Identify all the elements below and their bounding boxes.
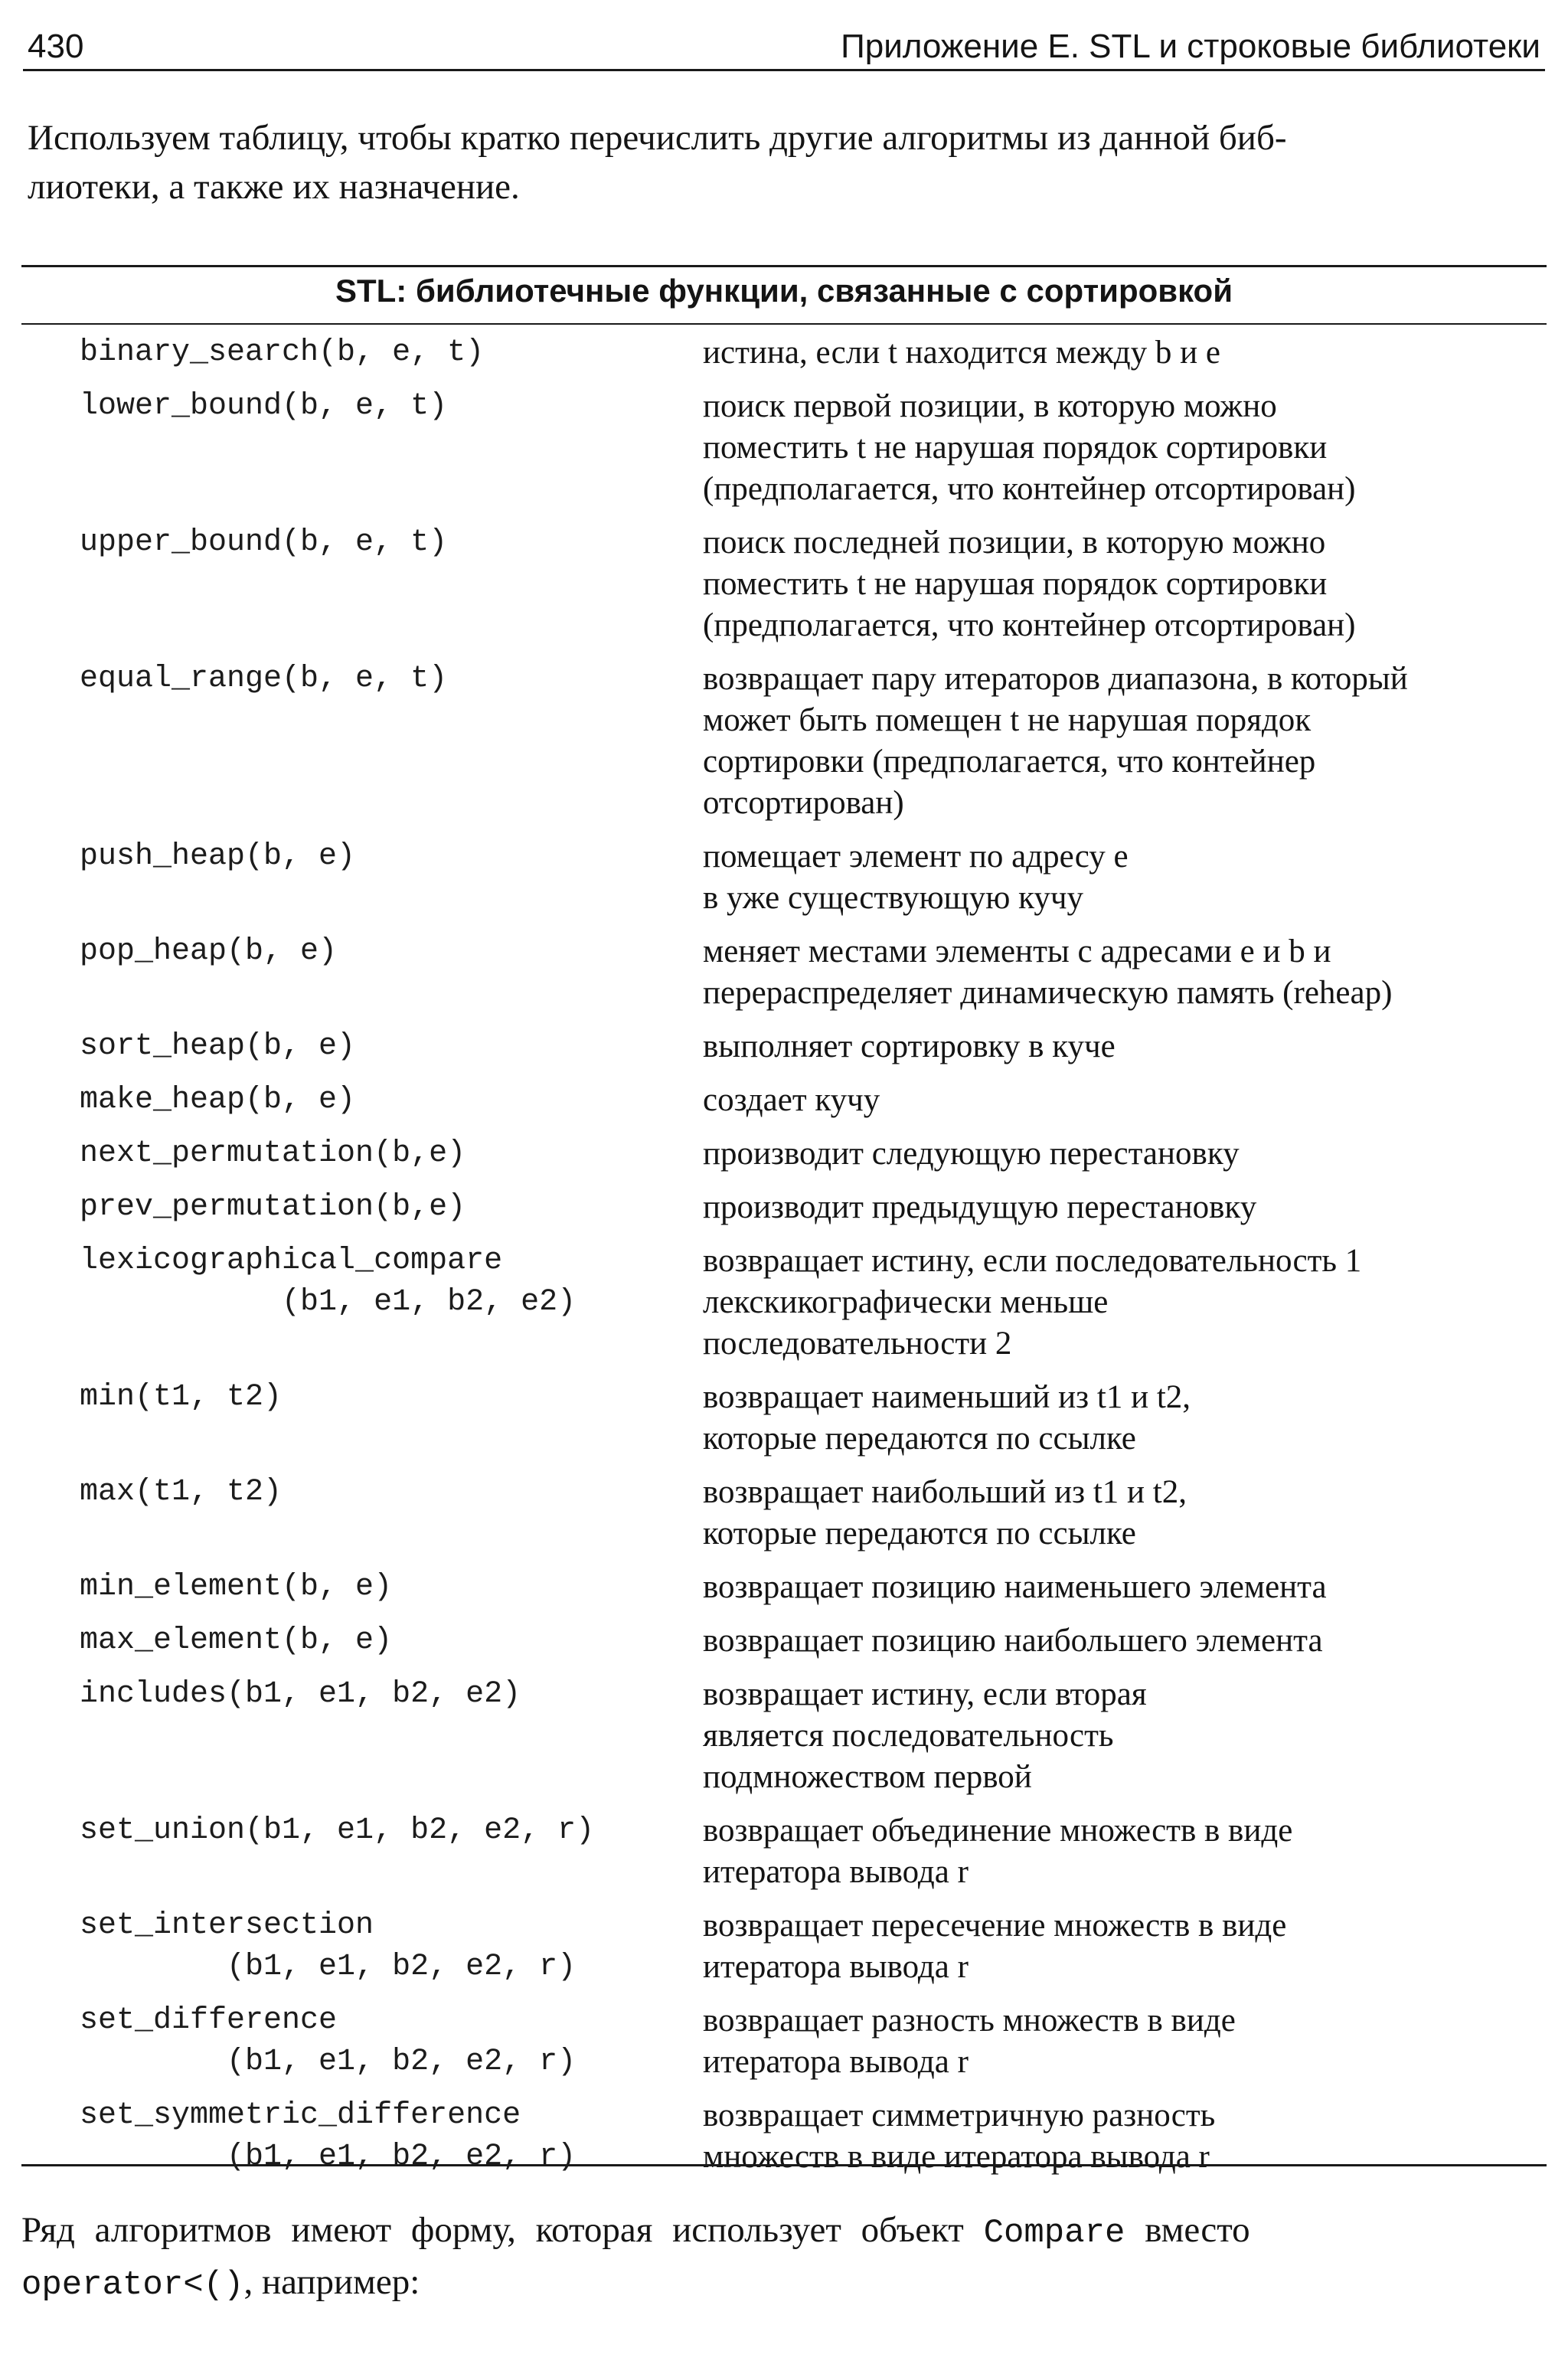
function-signature	[80, 1377, 282, 1418]
function-description-line: возвращает пару итераторов диапазона, в который	[703, 661, 1408, 697]
function-description	[703, 1133, 1553, 1175]
function-description-line: возвращает наименьший из t1 и t2,	[703, 1379, 1191, 1415]
outro-text: Ряд алгоритмов имеют форму, которая использует объект	[21, 2210, 964, 2250]
function-signature-line: max_element(b, e)	[80, 1623, 393, 1658]
table-row	[0, 1905, 1568, 1988]
intro-paragraph	[28, 113, 1537, 211]
code-compare: Compare	[983, 2214, 1125, 2252]
function-signature	[80, 931, 337, 973]
function-signature-line: sort_heap(b, e)	[80, 1029, 356, 1064]
function-description	[703, 1674, 1553, 1798]
function-description-line: выполняет сортировку в куче	[703, 1028, 1116, 1064]
function-description	[703, 1241, 1553, 1365]
function-description-line: отсортирован)	[703, 785, 904, 821]
function-signature-line: (b1, e1, b2, e2)	[80, 1285, 577, 1319]
function-signature-line: (b1, e1, b2, e2, r)	[80, 1950, 577, 1984]
function-description-line: поиск первой позиции, в которую можно	[703, 388, 1277, 424]
function-signature	[80, 1187, 466, 1228]
function-description	[703, 522, 1553, 646]
function-description	[703, 1905, 1553, 1988]
function-signature-line: push_heap(b, e)	[80, 839, 356, 874]
table-row	[0, 931, 1568, 1014]
function-signature	[80, 659, 447, 700]
function-description-line: помещает элемент по адресу e	[703, 839, 1129, 875]
function-signature-line: set_difference	[80, 2003, 338, 2038]
function-description-line: возвращает позицию наименьшего элемента	[703, 1569, 1327, 1605]
running-header	[23, 21, 1545, 71]
function-description-line: (предполагается, что контейнер отсортирован)	[703, 471, 1356, 507]
function-signature-line: make_heap(b, e)	[80, 1083, 356, 1117]
table-row	[0, 1241, 1568, 1365]
function-signature-line: min_element(b, e)	[80, 1570, 393, 1604]
function-signature	[80, 332, 484, 374]
function-description-line: которые передаются по ссылке	[703, 1516, 1136, 1551]
function-description-line: создает кучу	[703, 1082, 880, 1118]
table-row	[0, 659, 1568, 824]
function-description-line: может быть помещен t не нарушая порядок	[703, 702, 1312, 738]
table-row	[0, 1026, 1568, 1068]
outro-text-2: , например:	[243, 2262, 420, 2302]
function-description	[703, 659, 1553, 824]
function-signature	[80, 1674, 521, 1715]
table-row	[0, 2000, 1568, 2083]
function-description	[703, 386, 1553, 510]
function-description-line: возвращает симметричную разность	[703, 2098, 1216, 2133]
function-description-line: производит предыдущую перестановку	[703, 1189, 1257, 1225]
function-signature-line: max(t1, t2)	[80, 1475, 283, 1509]
outro-line-2	[21, 2258, 1545, 2310]
function-signature	[80, 1080, 355, 1121]
table-title: STL: библиотечные функции, связанные с сортировкой	[335, 273, 1233, 309]
function-signature-line: equal_range(b, e, t)	[80, 662, 448, 696]
function-description-line: сортировки (предполагается, что контейнер	[703, 744, 1316, 780]
function-signature-line: binary_search(b, e, t)	[80, 335, 485, 370]
function-description-line: множеств в виде итератора вывода r	[703, 2139, 1210, 2175]
table-row	[0, 1472, 1568, 1555]
function-description	[703, 931, 1553, 1014]
function-description-line: возвращает пересечение множеств в виде	[703, 1908, 1287, 1944]
function-signature-line: next_permutation(b,e)	[80, 1136, 466, 1171]
function-signature	[80, 1620, 392, 1662]
function-description-line: возвращает истину, если последовательность 1	[703, 1243, 1362, 1279]
function-signature-line: upper_bound(b, e, t)	[80, 525, 448, 560]
function-signature	[80, 1133, 466, 1175]
table-row	[0, 1133, 1568, 1175]
function-signature	[80, 1241, 576, 1323]
function-description-line: перераспределяет динамическую память (reheap)	[703, 975, 1393, 1011]
intro-line: Используем таблицу, чтобы кратко перечислить другие алгоритмы из данной биб-	[28, 118, 1287, 158]
function-description-line: последовательности 2	[703, 1326, 1012, 1362]
table-row	[0, 1674, 1568, 1798]
outro-text-end: вместо	[1145, 2210, 1250, 2250]
function-description-line: лекскикографически меньше	[703, 1284, 1109, 1320]
table-bottom-rule	[21, 2164, 1547, 2166]
function-signature-line: lexicographical_compare	[80, 1244, 503, 1278]
function-description	[703, 1026, 1553, 1068]
function-description-line: итератора вывода r	[703, 2044, 969, 2080]
function-signature-line: set_union(b1, e1, b2, e2, r)	[80, 1813, 595, 1848]
function-signature-line: (b1, e1, b2, e2, r)	[80, 2045, 577, 2079]
function-description-line: подмножеством первой	[703, 1759, 1032, 1795]
code-operator: operator<()	[21, 2266, 244, 2304]
function-description-line: истина, если t находится между b и e	[703, 335, 1220, 371]
function-description-line: возвращает наибольший из t1 и t2,	[703, 1474, 1187, 1510]
function-description-line: меняет местами элементы с адресами e и b и	[703, 934, 1331, 969]
function-signature-line: pop_heap(b, e)	[80, 934, 338, 969]
function-signature	[80, 1472, 282, 1513]
function-description-line: производит следующую перестановку	[703, 1136, 1240, 1172]
function-description-line: поместить t не нарушая порядок сортировки	[703, 430, 1328, 466]
running-title: Приложение Е. STL и строковые библиотеки	[841, 28, 1540, 65]
function-description-line: (предполагается, что контейнер отсортирован)	[703, 607, 1356, 643]
function-description-line: возвращает позицию наибольшего элемента	[703, 1623, 1323, 1659]
table-row	[0, 386, 1568, 510]
function-signature	[80, 1810, 594, 1852]
function-signature-line: set_symmetric_difference	[80, 2098, 521, 2133]
function-description	[703, 1187, 1553, 1228]
table-row	[0, 332, 1568, 374]
function-signature-line: set_intersection	[80, 1908, 374, 1943]
function-signature-line: lower_bound(b, e, t)	[80, 389, 448, 423]
table-top-rule	[21, 265, 1547, 267]
table-row	[0, 1377, 1568, 1460]
intro-line: лиотеки, а также их назначение.	[28, 167, 520, 207]
function-description	[703, 2000, 1553, 2083]
function-description-line: итератора вывода r	[703, 1949, 969, 1985]
function-signature-line: prev_permutation(b,e)	[80, 1190, 466, 1225]
function-signature	[80, 1905, 576, 1988]
table-row	[0, 1080, 1568, 1121]
function-description-line: является последовательность	[703, 1718, 1114, 1754]
function-description-line: итератора вывода r	[703, 1854, 969, 1890]
function-signature	[80, 386, 447, 427]
function-signature	[80, 2000, 576, 2083]
function-description	[703, 1472, 1553, 1555]
function-signature-line: includes(b1, e1, b2, e2)	[80, 1677, 521, 1712]
function-description-line: которые передаются по ссылке	[703, 1421, 1136, 1457]
function-description	[703, 1080, 1553, 1121]
function-signature	[80, 1567, 392, 1608]
function-description	[703, 332, 1553, 374]
table-row	[0, 836, 1568, 919]
table-row	[0, 1620, 1568, 1662]
function-description	[703, 1620, 1553, 1662]
function-description-line: возвращает истину, если вторая	[703, 1676, 1147, 1712]
function-description-line: в уже существующую кучу	[703, 880, 1083, 916]
table-row	[0, 1810, 1568, 1893]
table-header-rule	[21, 323, 1547, 325]
function-signature	[80, 1026, 355, 1068]
function-signature	[80, 522, 447, 564]
function-signature-line: (b1, e1, b2, e2, r)	[80, 2140, 577, 2174]
table-body	[0, 332, 1568, 2190]
table-row	[0, 1567, 1568, 1608]
outro-line-1	[21, 2205, 1545, 2258]
function-description-line: поиск последней позиции, в которую можно	[703, 525, 1326, 561]
function-description-line: возвращает объединение множеств в виде	[703, 1813, 1293, 1849]
outro-paragraph	[21, 2205, 1545, 2310]
page-number: 430	[28, 28, 84, 65]
function-signature-line: min(t1, t2)	[80, 1380, 283, 1414]
function-description	[703, 1377, 1553, 1460]
function-description-line: возвращает разность множеств в виде	[703, 2003, 1236, 2039]
function-description	[703, 836, 1553, 919]
table-row	[0, 522, 1568, 646]
function-description	[703, 1567, 1553, 1608]
function-description	[703, 1810, 1553, 1893]
function-description-line: поместить t не нарушая порядок сортировки	[703, 566, 1328, 602]
table-row	[0, 1187, 1568, 1228]
function-signature	[80, 836, 355, 878]
